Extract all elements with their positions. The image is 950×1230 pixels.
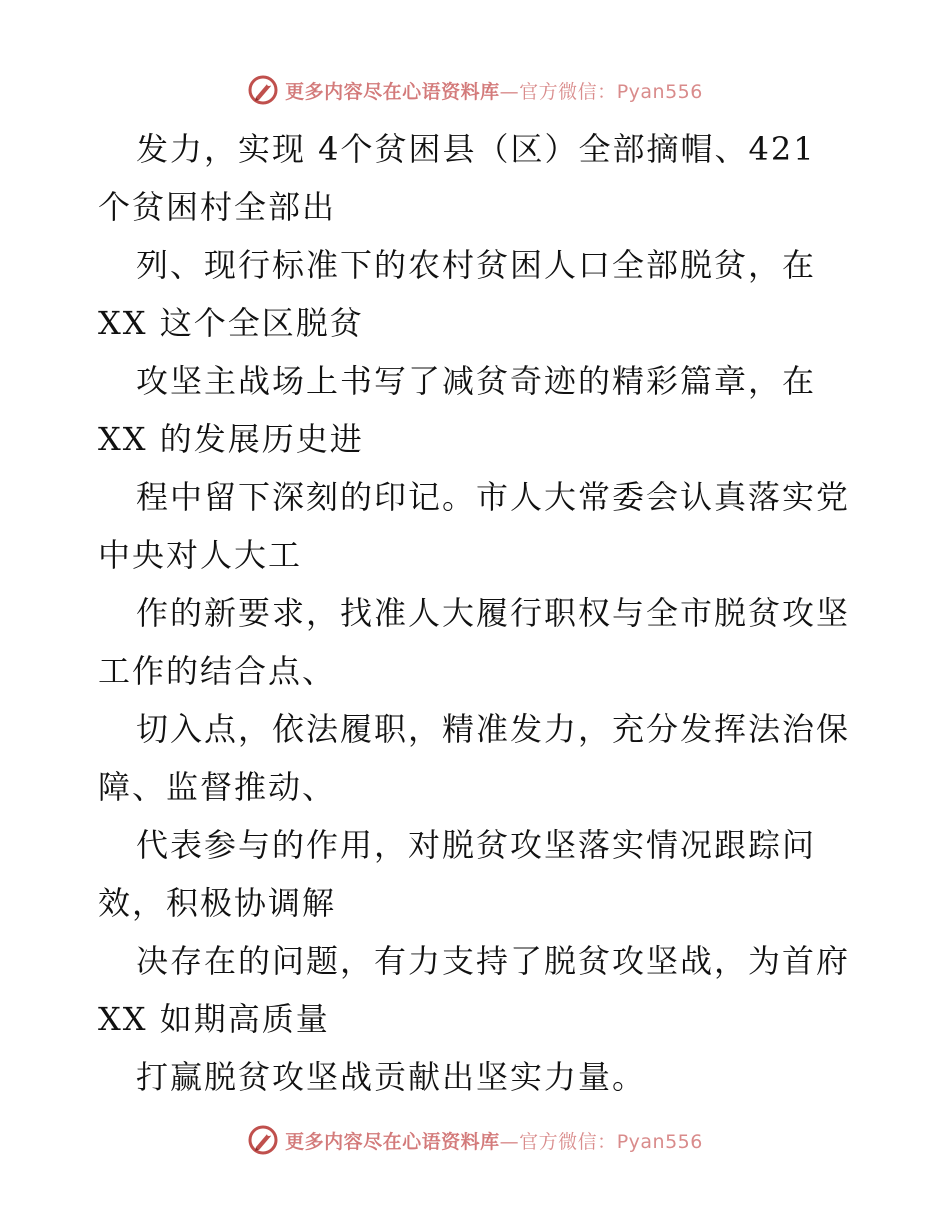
text-line: 效，积极协调解 [98,884,337,922]
footer-banner-sep: — [499,1130,520,1153]
text-line: 作的新要求，找准人大履行职权与全市脱贫攻坚 [136,594,851,632]
text-line: 障、监督推动、 [98,768,337,806]
text-line: 中央对人大工 [98,536,303,574]
text-line: 代表参与的作用，对脱贫攻坚落实情况跟踪问 [136,826,817,864]
footer-banner-main: 更多内容尽在心语资料库 [285,1130,500,1153]
footer-banner [0,1120,950,1160]
footer-banner-sub: 官方微信： [519,1130,617,1153]
header-banner-text [285,77,703,104]
pen-logo-icon [247,74,279,106]
text-line: 发力，实现 4个贫困县（区）全部摘帽、421 [136,130,816,168]
text-line: 打赢脱贫攻坚战贡献出坚实力量。 [136,1058,647,1096]
footer-banner-id: Pyan556 [616,1130,703,1153]
text-line: 程中留下深刻的印记。市人大常委会认真落实党 [136,478,851,516]
header-banner-main: 更多内容尽在心语资料库 [285,80,500,103]
footer-banner-text [285,1127,703,1154]
text-line: 列、现行标准下的农村贫困人口全部脱贫，在 [136,246,817,284]
header-banner-id: Pyan556 [616,80,703,103]
text-line: XX 这个全区脱贫 [98,304,364,342]
text-line: 工作的结合点、 [98,652,337,690]
text-line: 个贫困村全部出 [98,188,337,226]
text-line: 决存在的问题，有力支持了脱贫攻坚战，为首府 [136,942,851,980]
text-line: 攻坚主战场上书写了减贫奇迹的精彩篇章，在 [136,362,817,400]
header-banner-sep: — [499,80,520,103]
header-banner [0,70,950,110]
header-banner-sub: 官方微信： [519,80,617,103]
text-line: XX 的发展历史进 [98,420,364,458]
text-line: XX 如期高质量 [98,1000,330,1038]
text-line: 切入点，依法履职，精准发力，充分发挥法治保 [136,710,851,748]
pen-logo-icon [247,1124,279,1156]
document-body [98,120,878,1106]
